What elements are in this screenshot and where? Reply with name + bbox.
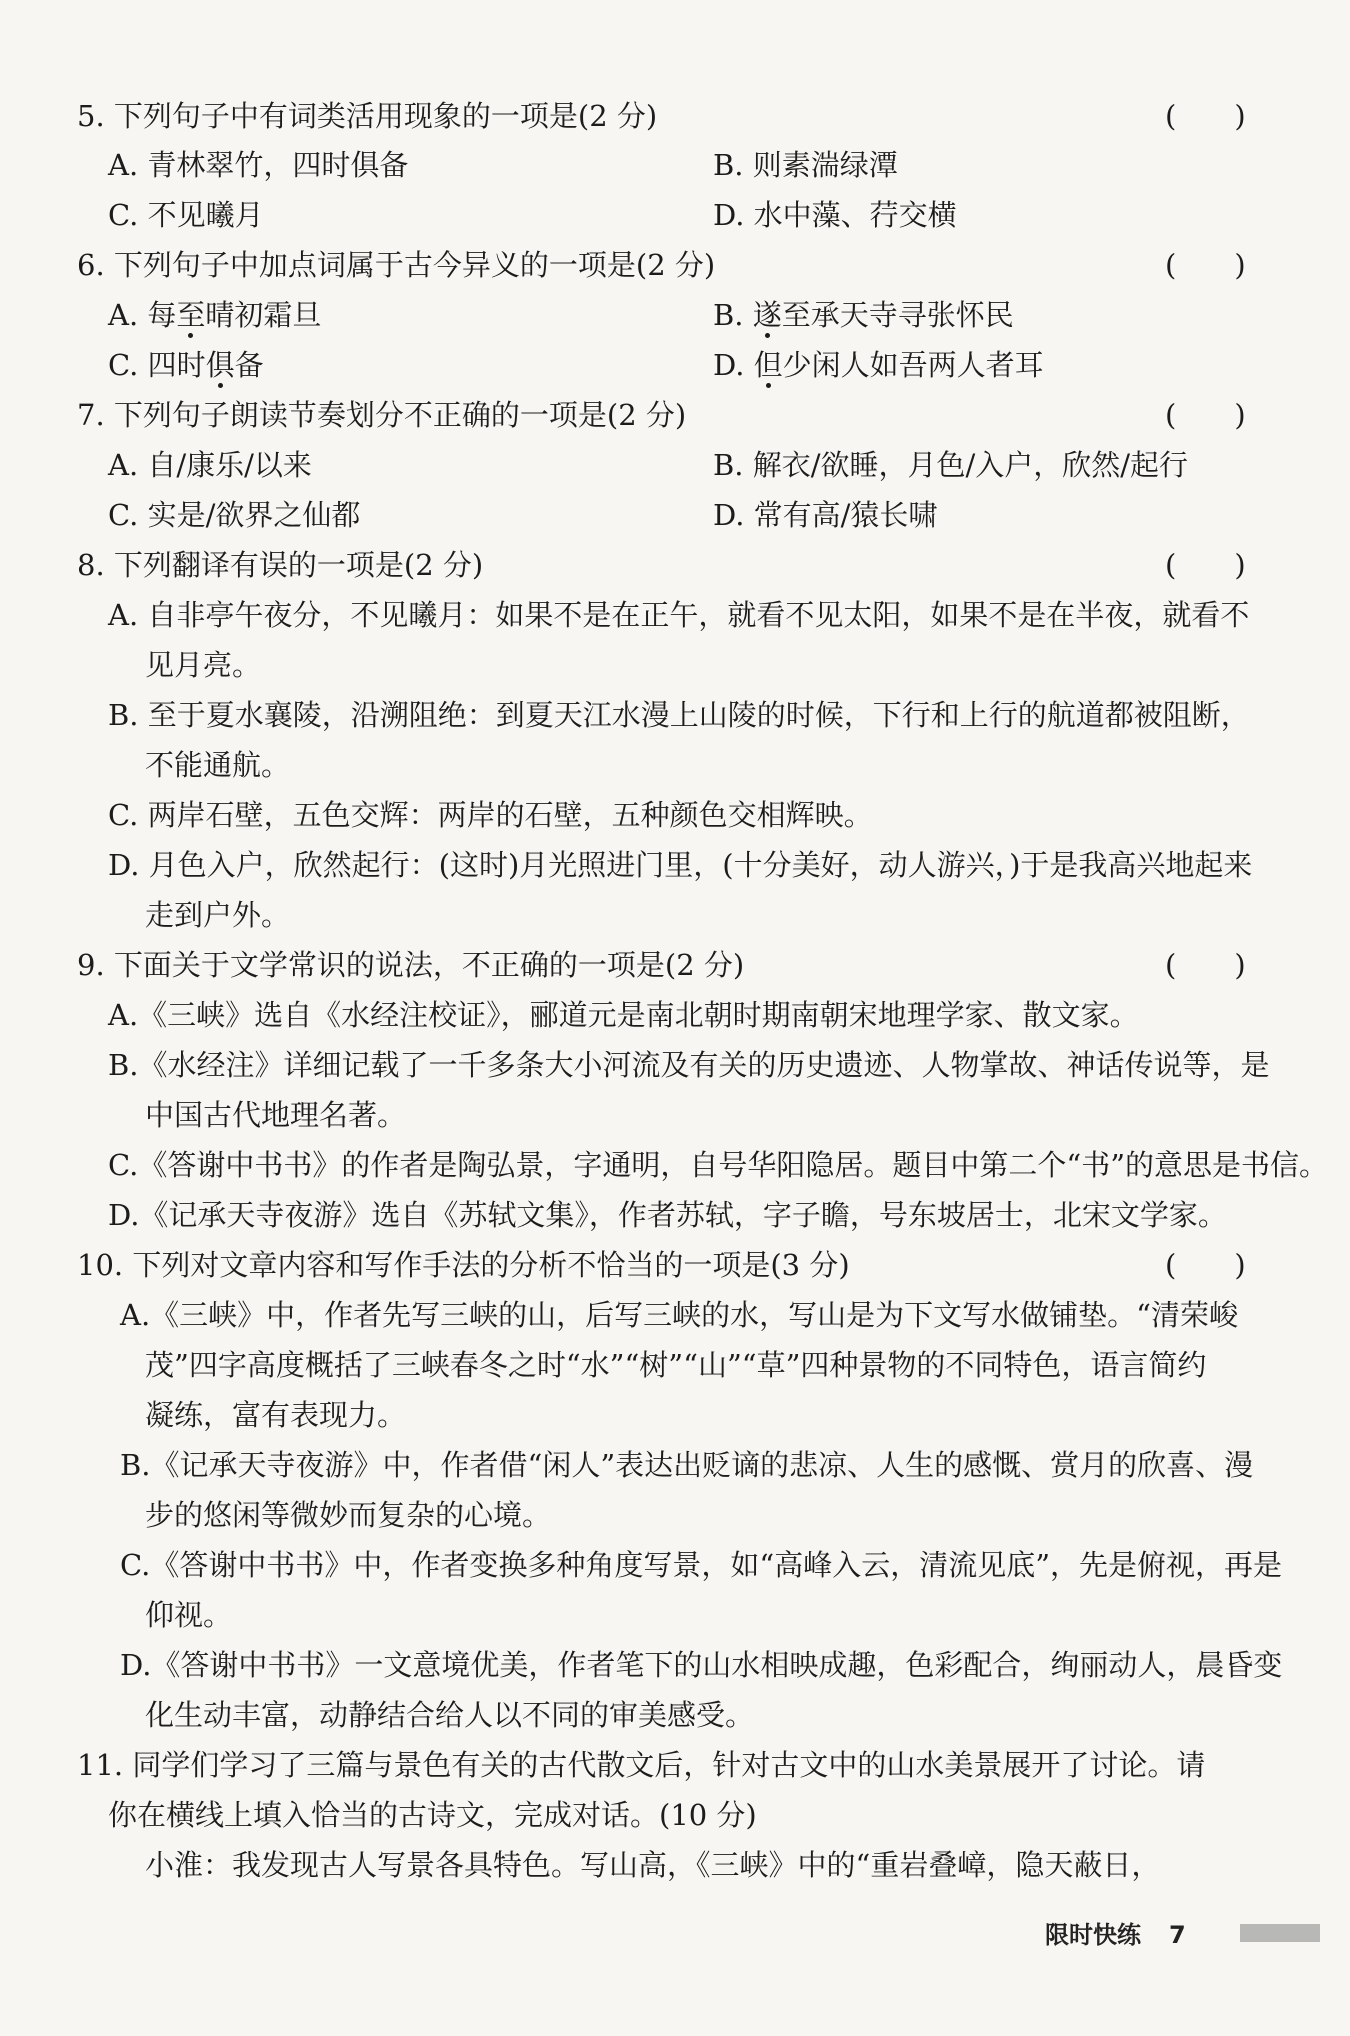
option-a: A.《三峡》中，作者先写三峡的山，后写三峡的水，写山是为下文写水做铺垫。“清荣峻 bbox=[120, 1298, 1238, 1332]
option-c: C.《答谢中书书》中，作者变换多种角度写景，如“高峰入云，清流见底”，先是俯视，再是 bbox=[120, 1548, 1283, 1582]
page-number: 7 bbox=[1169, 1921, 1186, 1949]
question-7-options-row-2 bbox=[0, 495, 1350, 535]
answer-parentheses: ( ) bbox=[1165, 948, 1246, 982]
option-b: B. 则素湍绿潭 bbox=[713, 148, 898, 182]
answer-parentheses: ( ) bbox=[1165, 248, 1246, 282]
option-b: B.《记承天寺夜游》中，作者借“闲人”表达出贬谪的悲凉、人生的感慨、赏月的欣喜、漫 bbox=[120, 1448, 1254, 1482]
question-6-options-row-1 bbox=[0, 295, 1350, 335]
option-c-continued: 仰视。 bbox=[145, 1598, 233, 1632]
question-5-options-row-1 bbox=[0, 145, 1350, 185]
question-8-stem: 8. 下列翻译有误的一项是(2 分) ( ) bbox=[0, 545, 1350, 585]
option-c: C. 四时俱备 bbox=[108, 348, 264, 382]
question-5-stem: 5. 下列句子中有词类活用现象的一项是(2 分) ( ) bbox=[0, 96, 1350, 136]
option-c: C. 两岸石壁，五色交辉：两岸的石壁，五种颜色交相辉映。 bbox=[108, 798, 873, 832]
question-9-stem: 9. 下面关于文学常识的说法，不正确的一项是(2 分) ( ) bbox=[0, 945, 1350, 985]
answer-parentheses: ( ) bbox=[1165, 99, 1246, 133]
option-b: B. 遂至承天寺寻张怀民 bbox=[713, 298, 1014, 332]
option-c: C.《答谢中书书》的作者是陶弘景，字通明，自号华阳隐居。题目中第二个“书”的意思是书信。 bbox=[108, 1148, 1329, 1182]
question-10-stem: 10. 下列对文章内容和写作手法的分析不恰当的一项是(3 分) ( ) bbox=[0, 1245, 1350, 1285]
dialogue-paragraph: 小淮：我发现古人写景各具特色。写山高，《三峡》中的“重岩叠嶂，隐天蔽日， bbox=[145, 1848, 1161, 1882]
option-d: D. 水中藻、荇交横 bbox=[713, 198, 957, 232]
option-d-continued: 走到户外。 bbox=[145, 898, 291, 932]
footer-decorative-bar bbox=[1240, 1924, 1320, 1942]
option-a: A.《三峡》选自《水经注校证》，郦道元是南北朝时期南朝宋地理学家、散文家。 bbox=[108, 998, 1139, 1032]
question-5-options-row-2 bbox=[0, 195, 1350, 235]
option-b-continued: 不能通航。 bbox=[145, 748, 291, 782]
emphasis-dot-char: 至 bbox=[176, 298, 206, 332]
option-a-continued: 凝练，富有表现力。 bbox=[145, 1398, 407, 1432]
option-c: C. 实是/欲界之仙都 bbox=[108, 498, 361, 532]
question-7-options-row-1 bbox=[0, 445, 1350, 485]
emphasis-dot-char: 遂 bbox=[752, 298, 782, 332]
question-6-stem: 6. 下列句子中加点词属于古今异义的一项是(2 分) ( ) bbox=[0, 245, 1350, 285]
question-6-options-row-2 bbox=[0, 345, 1350, 385]
question-11-stem-continued: 你在横线上填入恰当的古诗文，完成对话。(10 分) bbox=[108, 1798, 757, 1832]
answer-parentheses: ( ) bbox=[1165, 398, 1246, 432]
emphasis-dot-char: 俱 bbox=[205, 348, 235, 382]
option-a: A. 每至晴初霜旦 bbox=[108, 298, 322, 332]
option-b: B. 解衣/欲睡，月色/入户，欣然/起行 bbox=[713, 448, 1189, 482]
option-d: D.《记承天寺夜游》选自《苏轼文集》，作者苏轼，字子瞻，号东坡居士，北宋文学家。 bbox=[108, 1198, 1227, 1232]
question-7-stem: 7. 下列句子朗读节奏划分不正确的一项是(2 分) ( ) bbox=[0, 395, 1350, 435]
option-a-continued: 茂”四字高度概括了三峡春冬之时“水”“树”“山”“草”四种景物的不同特色，语言简约 bbox=[145, 1348, 1207, 1382]
option-b: B. 至于夏水襄陵，沿溯阻绝：到夏天江水漫上山陵的时候，下行和上行的航道都被阻断， bbox=[108, 698, 1250, 732]
option-a: A. 自/康乐/以来 bbox=[108, 448, 312, 482]
footer-label: 限时快练 bbox=[1045, 1921, 1141, 1949]
page-footer bbox=[1045, 1915, 1186, 1950]
option-d: D. 常有高/猿长啸 bbox=[713, 498, 938, 532]
option-b: B.《水经注》详细记载了一千多条大小河流及有关的历史遗迹、人物掌故、神话传说等，是 bbox=[108, 1048, 1270, 1082]
option-a: A. 青林翠竹，四时俱备 bbox=[108, 148, 409, 182]
emphasis-dot-char: 但 bbox=[753, 348, 783, 382]
answer-parentheses: ( ) bbox=[1165, 1248, 1246, 1282]
option-a: A. 自非亭午夜分，不见曦月：如果不是在正午，就看不见太阳，如果不是在半夜，就看不 bbox=[108, 598, 1250, 632]
option-b-continued: 中国古代地理名著。 bbox=[145, 1098, 407, 1132]
option-d-continued: 化生动丰富，动静结合给人以不同的审美感受。 bbox=[145, 1698, 755, 1732]
option-b-continued: 步的悠闲等微妙而复杂的心境。 bbox=[145, 1498, 552, 1532]
option-c: C. 不见曦月 bbox=[108, 198, 264, 232]
question-11-stem: 11. 同学们学习了三篇与景色有关的古代散文后，针对古文中的山水美景展开了讨论。请 bbox=[77, 1748, 1206, 1782]
option-d: D. 但少闲人如吾两人者耳 bbox=[713, 348, 1044, 382]
option-d: D.《答谢中书书》一文意境优美，作者笔下的山水相映成趣，色彩配合，绚丽动人，晨昏变 bbox=[120, 1648, 1283, 1682]
option-a-continued: 见月亮。 bbox=[145, 648, 262, 682]
option-d: D. 月色入户，欣然起行：(这时)月光照进门里，(十分美好，动人游兴，)于是我高兴地起来 bbox=[108, 848, 1253, 882]
answer-parentheses: ( ) bbox=[1165, 548, 1246, 582]
